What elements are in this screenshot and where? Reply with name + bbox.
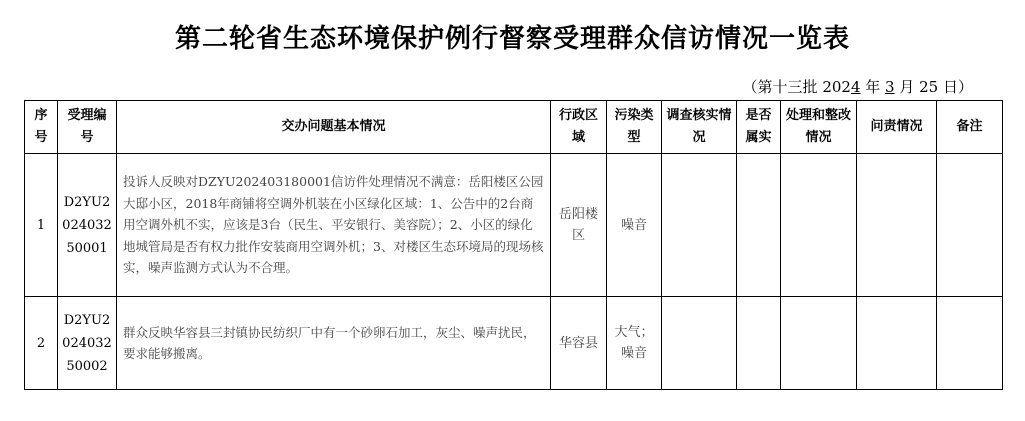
header-pollution: 污染类型 [607,101,662,154]
header-seq: 序号 [25,101,58,154]
batch-year-digit: 4 [850,78,861,96]
cell-handling [781,154,857,297]
cell-region: 岳阳楼区 [551,154,607,297]
cell-pollution: 噪音 [607,154,662,297]
header-accountability: 问责情况 [857,101,937,154]
table-row [25,297,1003,390]
cell-investigation [662,154,737,297]
cell-verified [737,297,781,390]
cell-case-no: D2YU202403250001 [58,154,117,297]
header-region: 行政区域 [551,101,607,154]
header-row [25,101,1003,154]
header-case-no: 受理编号 [58,101,117,154]
batch-year-suffix: 年 [860,78,886,96]
cell-region: 华容县 [551,297,607,390]
cell-remark [937,297,1003,390]
batch-prefix: （第十三批 202 [742,78,851,96]
cell-issue: 投诉人反映对DZYU202403180001信访件处理情况不满意：岳阳楼区公园大邸小区，2018年商铺将空调外机装在小区绿化区域：1、公告中的2台商用空调外机不实，应该是3台（民生、平安银行、美容院）；2、小区的绿化地城管局是否有权力批作安装商用空调外机；3、对楼区生态环境局的现场核实，噪声监测方式认为不合理。 [117,154,551,297]
cell-remark [937,154,1003,297]
header-verified: 是否属实 [737,101,781,154]
header-issue: 交办问题基本情况 [117,101,551,154]
petition-table [24,100,1003,390]
cell-seq: 1 [25,154,58,297]
header-handling: 处理和整改情况 [781,101,857,154]
table-row [25,154,1003,297]
cell-pollution: 大气；噪音 [607,297,662,390]
batch-month: 3 [885,78,895,96]
cell-accountability [857,154,937,297]
batch-info [743,76,973,97]
header-investigation: 调查核实情况 [662,101,737,154]
cell-issue: 群众反映华容县三封镇协民纺织厂中有一个砂卵石加工，灰尘、噪声扰民，要求能够搬离。 [117,297,551,390]
cell-case-no: D2YU202403250002 [58,297,117,390]
cell-accountability [857,297,937,390]
batch-date-suffix: 月 25 日） [894,78,973,96]
cell-investigation [662,297,737,390]
page-title: 第二轮省生态环境保护例行督察受理群众信访情况一览表 [174,24,850,54]
cell-verified [737,154,781,297]
header-remark: 备注 [937,101,1003,154]
cell-handling [781,297,857,390]
cell-seq: 2 [25,297,58,390]
